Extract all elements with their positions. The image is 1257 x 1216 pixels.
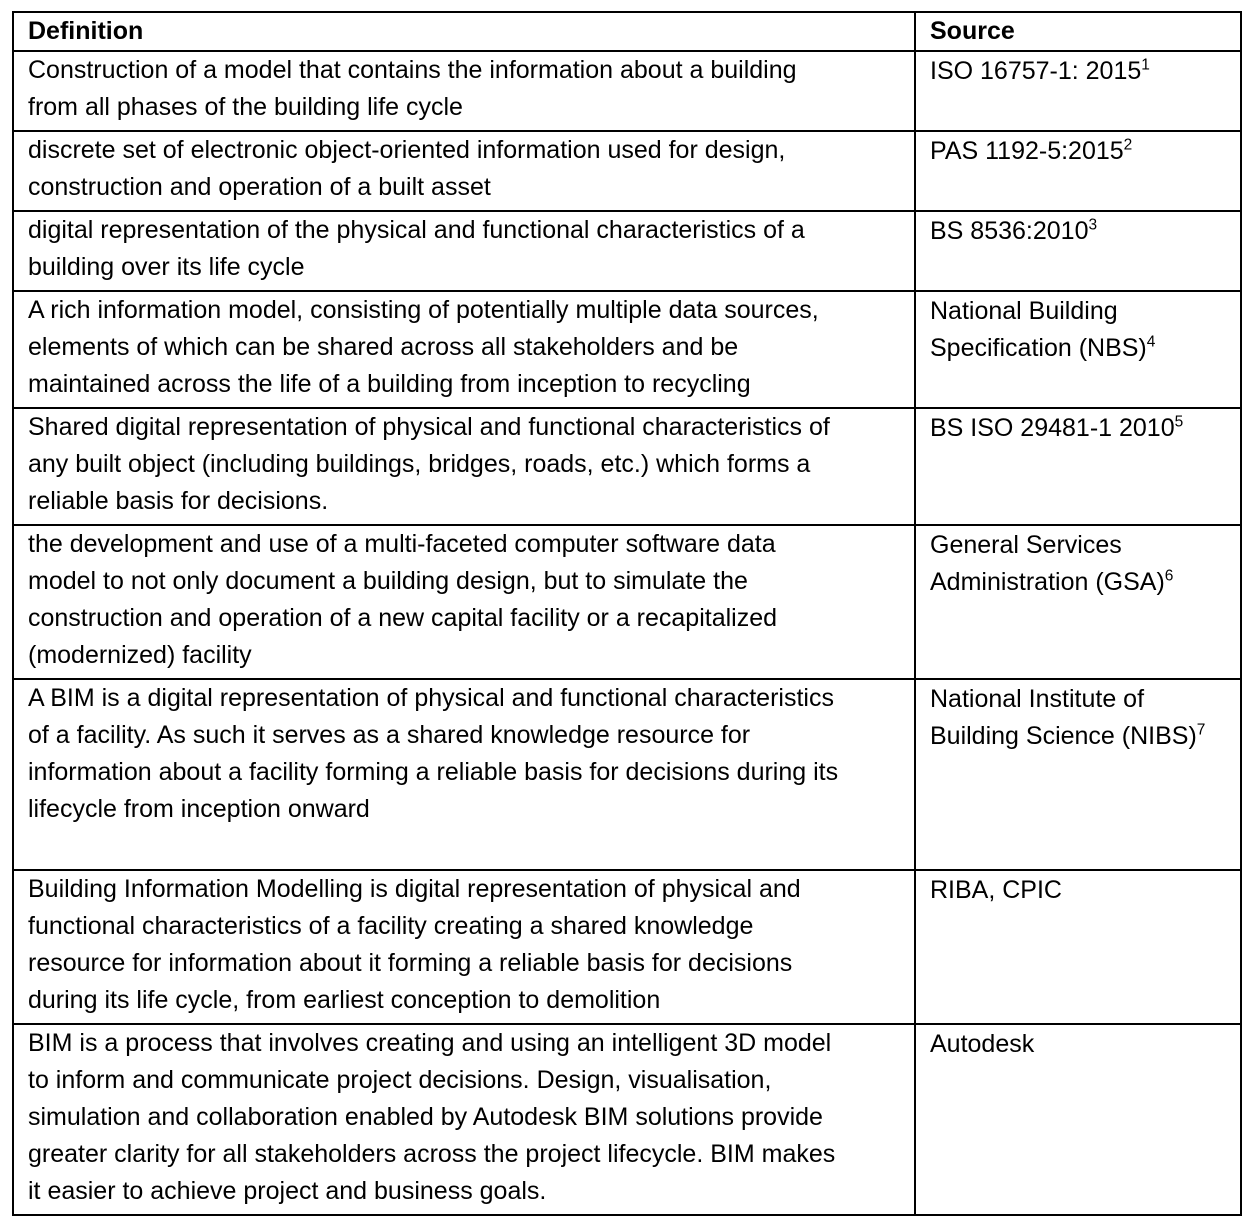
table-row: [13, 131, 1241, 211]
source-line: BS ISO 29481-1 2010$^5$: [930, 413, 1184, 442]
source-cell: [915, 408, 1241, 525]
source-cell: [915, 870, 1241, 1024]
source-footnote-marker: 1: [1141, 56, 1150, 74]
definition-line: functional characteristics of a facility creating a shared knowledge: [28, 912, 754, 940]
table-body: [13, 51, 1241, 1215]
table-row: [13, 291, 1241, 408]
definition-cell: [13, 211, 915, 291]
definition-text: [28, 52, 904, 130]
definition-cell: [13, 870, 915, 1024]
definition-line: reliable basis for decisions.: [28, 487, 329, 515]
source-line: General Services: [930, 531, 1122, 559]
definition-cell: [13, 1024, 915, 1215]
definition-text: [28, 212, 904, 290]
definition-line: A BIM is a digital representation of physical and functional characteristics: [28, 684, 834, 712]
source-text: [930, 52, 1230, 94]
definition-line: A rich information model, consisting of potentially multiple data sources,: [28, 296, 819, 324]
source-cell: [915, 51, 1241, 131]
source-line: Specification (NBS)$^4$: [930, 333, 1156, 362]
source-cell: [915, 679, 1241, 870]
source-text: [930, 1025, 1230, 1067]
source-text: [930, 871, 1230, 913]
definition-cell: [13, 679, 915, 870]
table-row: [13, 679, 1241, 870]
table-row: [13, 525, 1241, 679]
definition-text: [28, 526, 904, 678]
source-line: ISO 16757-1: 2015$^1$: [930, 56, 1150, 85]
source-footnote-marker: 2: [1123, 136, 1133, 154]
definition-line: of a facility. As such it serves as a shared knowledge resource for: [28, 721, 751, 749]
definition-line: Shared digital representation of physical and functional characteristics of: [28, 413, 830, 441]
definition-text: [28, 132, 904, 210]
source-line: National Institute of: [930, 685, 1145, 713]
table-row: [13, 870, 1241, 1024]
source-line: Building Science (NIBS)$^7$: [930, 721, 1206, 750]
definition-line: discrete set of electronic object-oriented information used for design,: [28, 136, 786, 164]
source-footnote-marker: 3: [1088, 216, 1098, 234]
source-line: RIBA, CPIC: [930, 876, 1062, 904]
definition-line: elements of which can be shared across all stakeholders and be: [28, 333, 739, 361]
table-row: [13, 211, 1241, 291]
source-text: [930, 409, 1230, 451]
definition-line: Construction of a model that contains the information about a building: [28, 56, 797, 84]
column-header-source: [915, 12, 1241, 51]
bim-definitions-table: [12, 11, 1242, 1216]
source-text: [930, 526, 1230, 605]
table-row: [13, 1024, 1241, 1215]
definition-line: resource for information about it forming a reliable basis for decisions: [28, 949, 793, 977]
table-header: [13, 12, 1241, 51]
definition-cell: [13, 408, 915, 525]
definition-line: building over its life cycle: [28, 253, 305, 281]
definition-line: digital representation of the physical and functional characteristics of a: [28, 216, 805, 244]
definition-line: (modernized) facility: [28, 641, 252, 669]
definition-text: [28, 409, 904, 524]
table-row: [13, 51, 1241, 131]
source-cell: [915, 131, 1241, 211]
source-line: Administration (GSA)$^6$: [930, 567, 1174, 596]
source-line: PAS 1192-5:2015$^2$: [930, 136, 1133, 165]
source-footnote-marker: 4: [1146, 333, 1156, 351]
definition-cell: [13, 51, 915, 131]
source-line: National Building: [930, 297, 1118, 325]
definition-line: lifecycle from inception onward: [28, 795, 370, 823]
source-text: [930, 292, 1230, 371]
definition-cell: [13, 525, 915, 679]
definition-line: greater clarity for all stakeholders across the project lifecycle. BIM makes: [28, 1140, 836, 1168]
definition-text: [28, 1025, 904, 1214]
definition-cell: [13, 131, 915, 211]
definition-text: [28, 871, 904, 1023]
definition-line: during its life cycle, from earliest conception to demolition: [28, 986, 661, 1014]
definition-line: it easier to achieve project and business goals.: [28, 1177, 547, 1205]
definition-line: any built object (including buildings, bridges, roads, etc.) which forms a: [28, 450, 811, 478]
source-footnote-marker: 6: [1164, 567, 1174, 585]
definition-text: [28, 680, 904, 869]
source-footnote-marker: 5: [1174, 413, 1184, 431]
definition-text: [28, 292, 904, 407]
column-header-definition: [13, 12, 915, 51]
definition-line: maintained across the life of a building from inception to recycling: [28, 370, 751, 398]
source-text: [930, 680, 1230, 759]
column-header-definition-label: Definition: [28, 17, 144, 45]
definition-cell: [13, 291, 915, 408]
definition-line: information about a facility forming a reliable basis for decisions during its: [28, 758, 839, 786]
table-row: [13, 408, 1241, 525]
column-header-source-label: Source: [930, 17, 1015, 45]
definition-line: simulation and collaboration enabled by Autodesk BIM solutions provide: [28, 1103, 823, 1131]
source-line: Autodesk: [930, 1030, 1035, 1058]
source-text: [930, 212, 1230, 254]
definition-line: BIM is a process that involves creating and using an intelligent 3D model: [28, 1029, 832, 1057]
definition-line: Building Information Modelling is digital representation of physical and: [28, 875, 801, 903]
definition-line: construction and operation of a new capital facility or a recapitalized: [28, 604, 778, 632]
source-footnote-marker: 7: [1196, 721, 1206, 739]
definition-line: model to not only document a building design, but to simulate the: [28, 567, 748, 595]
source-cell: [915, 291, 1241, 408]
definition-line: [28, 828, 904, 865]
definition-line: from all phases of the building life cycle: [28, 93, 463, 121]
source-text: [930, 132, 1230, 174]
definition-line: to inform and communicate project decisions. Design, visualisation,: [28, 1066, 772, 1094]
definition-line: construction and operation of a built asset: [28, 173, 491, 201]
definition-line: the development and use of a multi-faceted computer software data: [28, 530, 776, 558]
source-cell: [915, 525, 1241, 679]
source-line: BS 8536:2010$^3$: [930, 216, 1098, 245]
source-cell: [915, 211, 1241, 291]
table-header-row: [13, 12, 1241, 51]
source-cell: [915, 1024, 1241, 1215]
